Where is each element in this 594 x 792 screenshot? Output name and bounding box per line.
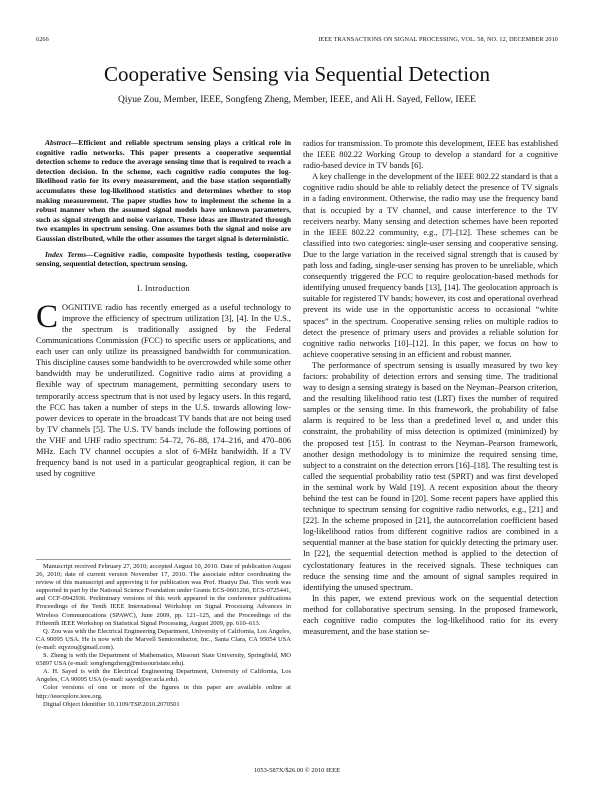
footnote-manuscript: Manuscript received February 27, 2010; accepted August 10, 2010. Date of publication August 26, 2010; date of current version November 17, 2010. The associate editor coordinating the review of this manuscript and approving it for publication was Prof. Huaiyu Dai. This work was supported in part by the National Science Foundation under Grants ECS-0601266, ECS-0725441, and CCF-0942936. Preliminary versions of this work appeared in the conference publications Proceedings of the Tenth IEEE International Workshop on Signal Processing Advances in Wireless Communications (SPAWC), June 2009, pp. 121–125, and the Proceedings of the Fifteenth IEEE Workshop on Statistical Signal Processing, August 2009, pp. 610–613. (36, 563, 291, 627)
left-column (36, 138, 291, 479)
body-paragraph: radios for transmission. To promote this development, IEEE has established the IEEE 802.22 Working Group to develop a standard for a cognitive radio-based device in TV bands [6]. (303, 139, 558, 171)
intro-paragraph (36, 298, 291, 480)
drop-cap: C (36, 298, 59, 335)
footnotes (36, 563, 291, 709)
index-terms (36, 250, 291, 269)
footnote-doi: Digital Object Identifier 10.1109/TSP.2010.2070501 (43, 700, 180, 708)
footnote-divider (36, 559, 291, 560)
index-terms-label: Index Terms— (45, 249, 94, 259)
copyright-footer: 1053-587X/$26.00 © 2010 IEEE (253, 767, 341, 774)
right-column (303, 138, 558, 637)
body-paragraph: The performance of spectrum sensing is usually measured by two key factors: probability of detection errors and sensing time. The traditional way to design a sensing strategy is based on the Neyman–Pearson criterion, and the resulting likelihood ratio test (LRT) fixes the number of required samples or the sensing time. In this framework, the probability of false alarm is required to be less than a predefined level α, and under this constraint, the probability of miss detection is optimized (minimized) by the proposed test [15]. In contrast to the Neyman–Pearson framework, another design methodology is to minimize the required sensing time, subject to a constraint on the detection errors [16]–[18]. The resulting test is called the sequential probability ratio test (SPRT) and was first developed in the seminal work by Wald [19]. A recent exposition about the theory behind the test can be found in [20]. Some recent papers have applied this technique to spectrum sensing for cognitive radio networks, e.g., [21] and [22]. In the scheme proposed in [21], the autocorrelation coefficient based log-likelihood ratios from different cognitive radios are combined in a sequential manner at the base station for quickly detecting the primary user. In [22], the sequential detection method is applied to the detection of cyclostationary features in the received signals. These techniques can reduce the sensing time and the amount of signal samples required in identifying the unused spectrum. (303, 360, 558, 592)
page-number: 6266 (36, 36, 49, 43)
section-heading: I. Introduction (137, 283, 190, 293)
abstract-text: Efficient and reliable spectrum sensing plays a critical role in cognitive radio networks. This paper presents a cooperative sequential detection scheme to reduce the average sensing time that is required to reach a detection decision. In the scheme, each cognitive radio computes the log-likelihood ratio for its every measurement, and the base station sequentially accumulates these log-likelihood statistics and determines whether to stop making measurement. The paper studies how to implement the scheme in a robust manner when the assumed signal models have unknown parameters, such as signal strength and noise variance. These ideas are illustrated through two examples in spectrum sensing. One assumes both the signal and noise are Gaussian distributed, while the other assumes the target signal is deterministic. (36, 138, 291, 243)
body-paragraph: A key challenge in the development of the IEEE 802.22 standard is that a cognitive radio should be able to reliably detect the presence of TV signals in a fading environment. Otherwise, the radio may use the frequency band that is occupied by a TV channel, and cause interference to the TV receivers nearby. Many sensing and detection schemes have been reported in the IEEE 802.22 community, e.g., [7]–[12]. These schemes can be classified into two categories: single-user sensing and cooperative sensing. Due to the large variation in the received signal strength that is caused by path loss and fading, single-user sensing has proven to be unreliable, which consequently triggered the FCC to require geolocation-based methods for identifying unused frequency bands [13], [14]. The geolocation approach is suitable for registered TV bands; however, its cost and operational overhead prevent its wide use in the opportunistic access to occasional “white spaces” in the spectrum. Cooperative sensing relies on multiple radios to detect the presence of primary users and provides a reliable solution for cognitive radio networks [10]–[12]. In this paper, we focus on how to achieve cooperative sensing in an efficient and robust manner. (303, 172, 558, 359)
paper-title: Cooperative Sensing via Sequential Detection (103, 62, 491, 86)
index-terms-text: Cognitive radio, composite hypothesis testing, cooperative sensing, sequential detection, spectrum sensing. (36, 249, 291, 269)
intro-text: OGNITIVE radio has recently emerged as a useful technology to improve the efficiency of spectrum utilization [3], [4]. In the U.S., the spectrum is traditionally assigned by the Federal Communications Commission (FCC) to specific users or applications, and each user can only utilize its preassigned bandwidth for communication. This discipline causes some bandwidth to be overcrowded while some other bandwidth may be underutilized. Cognitive radio aims at providing a flexible way of spectrum management, permitting secondary users to temporarily access spectrum that is not used by legacy users. In this regard, the FCC has taken a number of steps in the U.S. towards allowing low-power devices to operate in the broadcast TV bands that are not being used by TV channels [5]. The U.S. TV bands include the following portions of the VHF and UHF radio spectrum: 54–72, 76–88, 174–216, and 470–806 MHz. Each TV channel occupies a slot of 6-MHz bandwidth. If a TV frequency band is not used in a particular geographical region, it can be used by cognitive (36, 302, 291, 479)
footnote-sayed: A. H. Sayed is with the Electrical Engineering Department, University of California, Los Angeles, CA 90095 USA (e-mail: sayed@ee.ucla.edu). (36, 668, 291, 684)
body-paragraph: In this paper, we extend previous work on the sequential detection method for collaborative spectrum sensing. In the proposed framework, each cognitive radio computes the log-likelihood ratio for its every measurement, and the base station se- (303, 593, 558, 637)
abstract (36, 138, 291, 244)
footnote-color: Color versions of one or more of the figures in this paper are available online at http://ieeexplore.ieee.org. (36, 684, 291, 700)
journal-header: IEEE TRANSACTIONS ON SIGNAL PROCESSING, VOL. 58, NO. 12, DECEMBER 2010 (318, 36, 558, 43)
abstract-label: Abstract— (45, 138, 79, 147)
footnote-zou: Q. Zou was with the Electrical Engineering Department, University of California, Los Angeles, CA 90095 USA. He is now with the Marvell Semiconductor, Inc., Santa Clara, CA 95054 USA (e-mail: eqyzou@gmail.com). (36, 627, 292, 651)
author-list: Qiyue Zou, Member, IEEE, Songfeng Zheng, Member, IEEE, and Ali H. Sayed, Fellow, IEEE (118, 95, 476, 105)
footnote-zheng: S. Zheng is with the Department of Mathematics, Missouri State University, Springfield, MO 65897 USA (e-mail: songfengzheng@missouristate.edu). (36, 652, 291, 668)
